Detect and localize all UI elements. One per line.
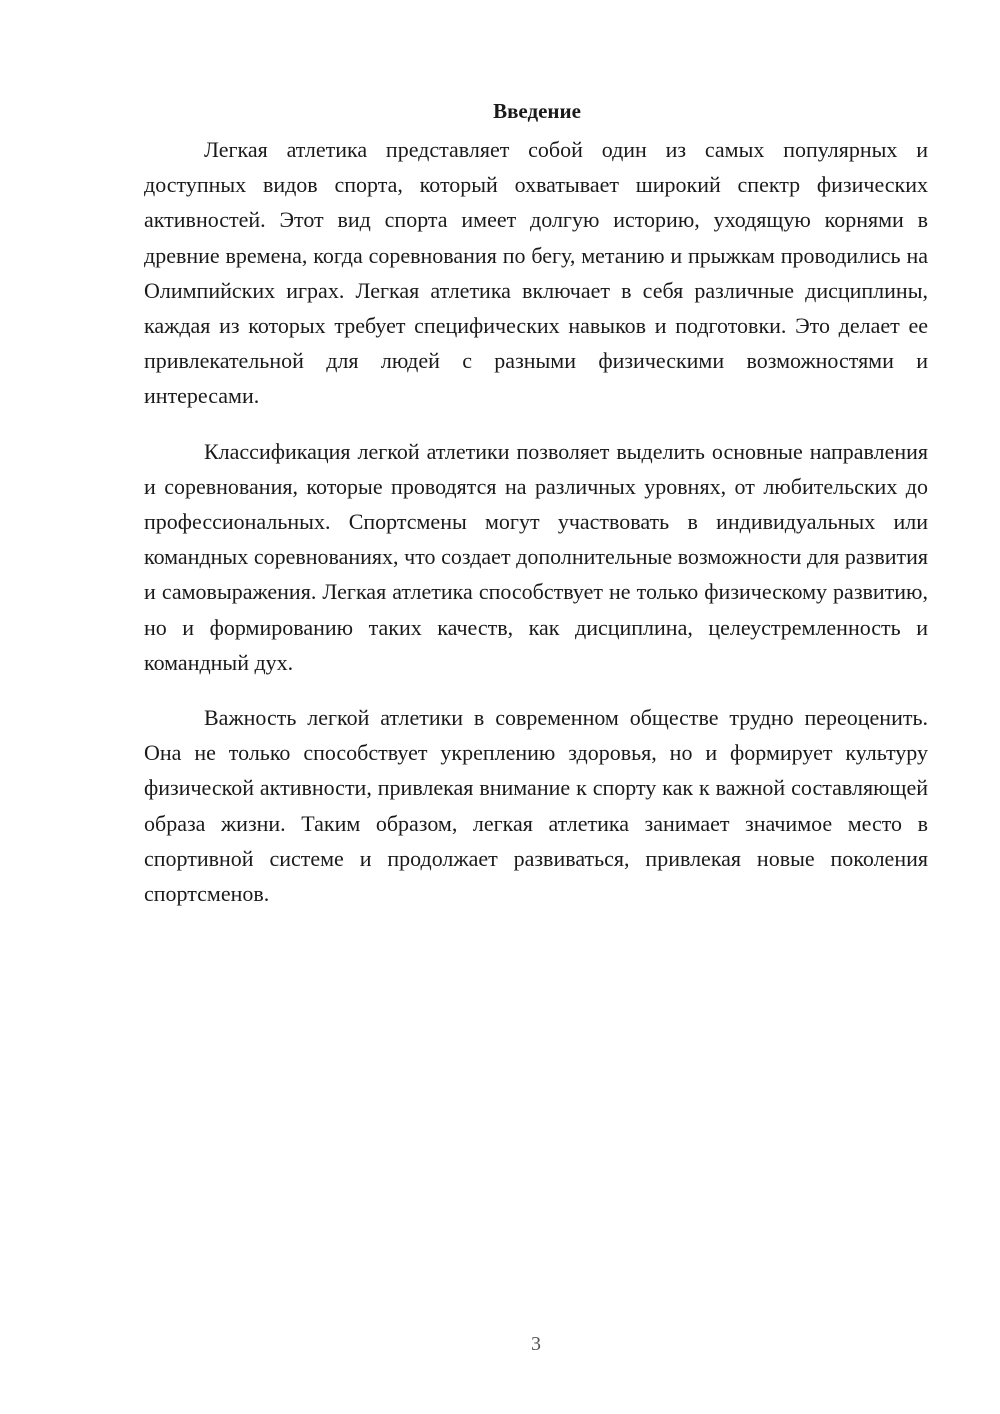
page-number: 3 [531, 1333, 541, 1355]
section-title: Введение [493, 99, 581, 123]
document-page [144, 96, 928, 931]
paragraph-intro: Легкая атлетика представляет собой один из самых популярных и доступных видов спорта, который охватывает широкий спектр физических активностей. Этот вид спорта имеет долгую историю, уходящую корнями в древние времена, когда соревнования по бегу, метанию и прыжкам проводились на Олимпийских играх. Легкая атлетика включает в себя различные дисциплины, каждая из которых требует специфических навыков и подготовки. Это делает ее привлекательной для людей с разными физическими возможностями и интересами. [144, 137, 928, 409]
paragraph-importance: Важность легкой атлетики в современном обществе трудно переоценить. Она не только способствует укреплению здоровья, но и формирует культуру физической активности, привлекая внимание к спорту как к важной составляющей образа жизни. Таким образом, легкая атлетика занимает значимое место в спортивной системе и продолжает развиваться, привлекая новые поколения спортсменов. [144, 705, 928, 907]
paragraph-classification: Классификация легкой атлетики позволяет выделить основные направления и соревнования, которые проводятся на различных уровнях, от любительских до профессиональных. Спортсмены могут участвовать в индивидуальных или командных соревнованиях, что создает дополнительные возможности для развития и самовыражения. Легкая атлетика способствует не только физическому развитию, но и формированию таких качеств, как дисциплина, целеустремленность и командный дух. [144, 438, 928, 675]
